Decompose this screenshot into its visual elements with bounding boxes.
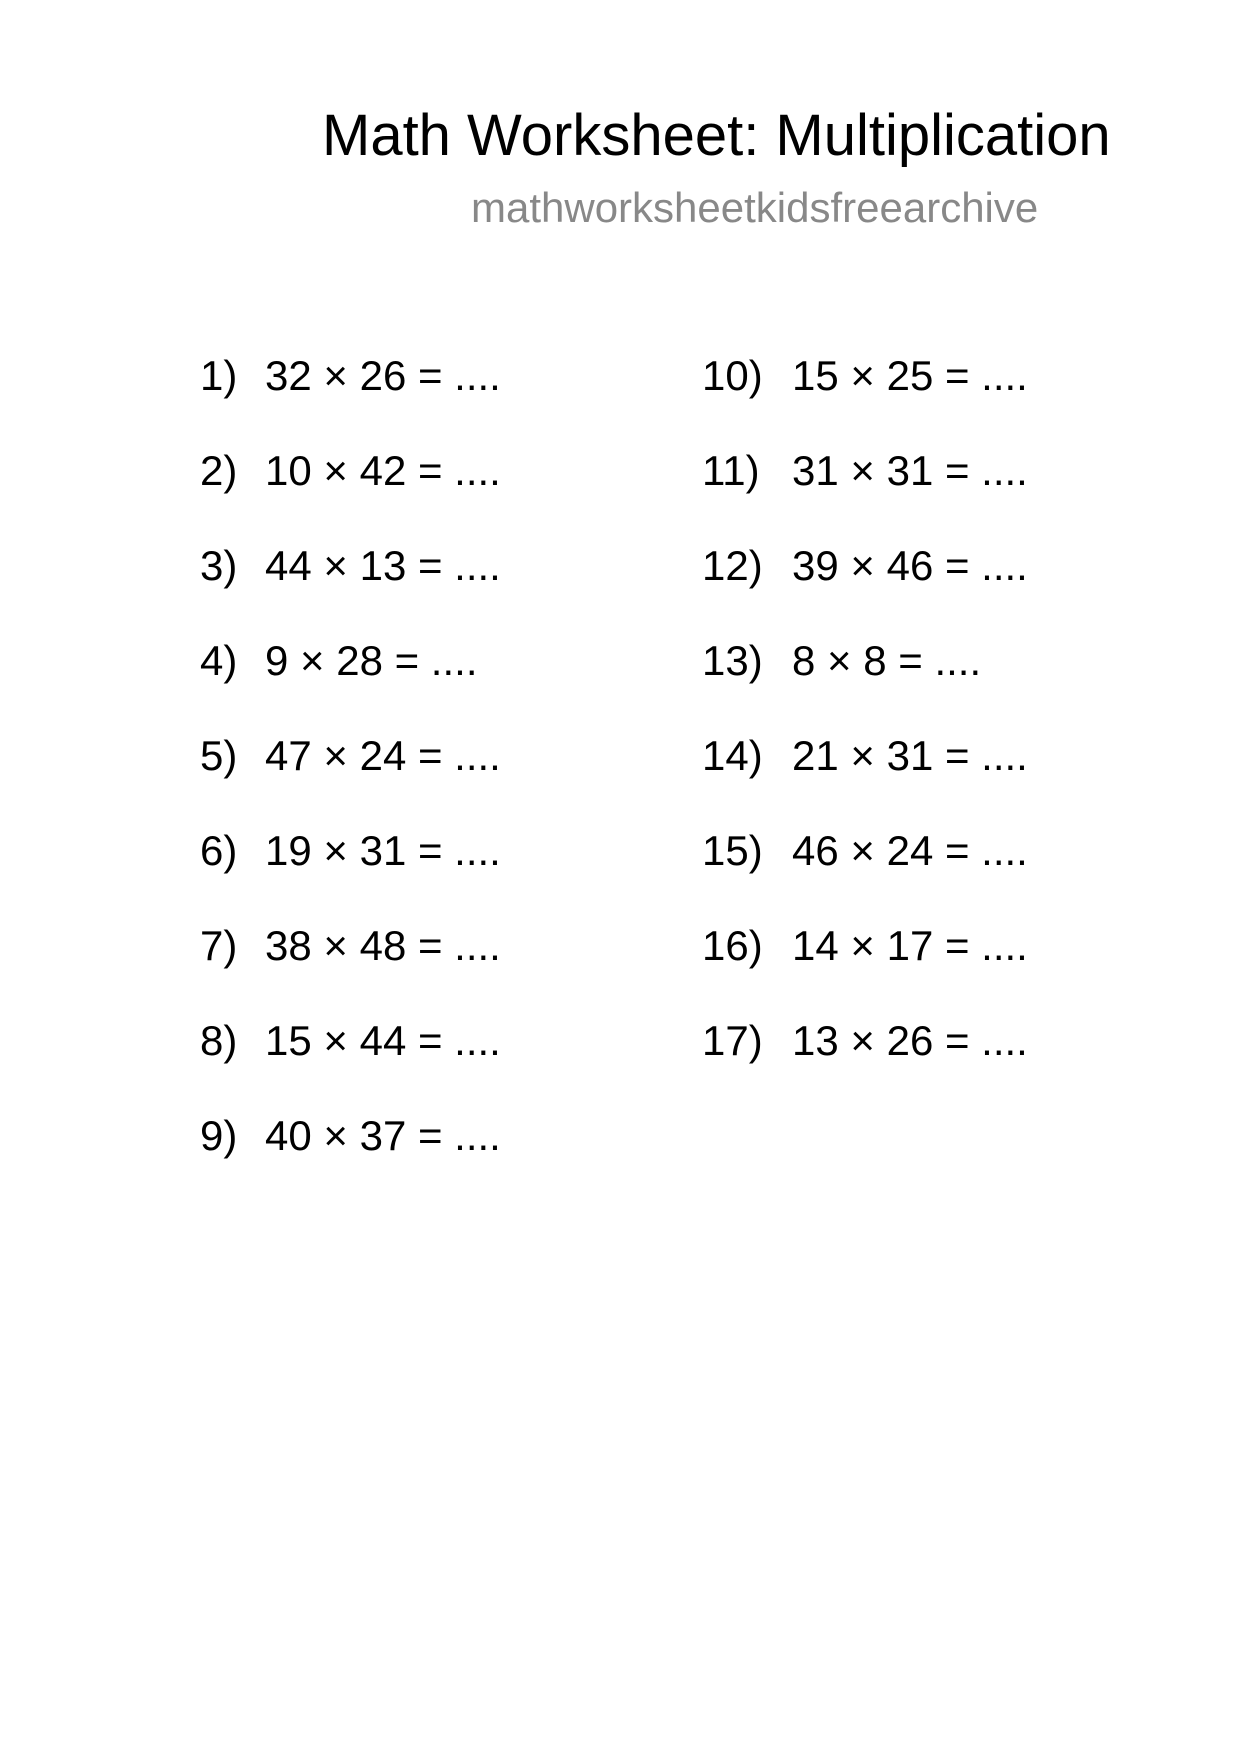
problem-number: 9) [200,1112,238,1159]
problem-column-left [200,345,501,1200]
problem-number: 10) [702,352,763,399]
problem-number: 4) [200,637,238,684]
problem-item [200,725,501,820]
problem-expression: 31 × 31 = .... [792,447,1028,494]
problem-number: 14) [702,732,763,779]
problem-item [702,440,1028,535]
problem-expression: 14 × 17 = .... [792,922,1028,969]
problem-expression: 8 × 8 = .... [792,637,982,684]
problem-expression: 40 × 37 = .... [265,1112,501,1159]
problem-expression: 21 × 31 = .... [792,732,1028,779]
worksheet-subtitle: mathworksheetkidsfreearchive [471,184,1039,231]
problem-number: 17) [702,1017,763,1064]
problem-expression: 46 × 24 = .... [792,827,1028,874]
problem-item [200,820,501,915]
problem-number: 12) [702,542,763,589]
problem-item [200,345,501,440]
problem-expression: 32 × 26 = .... [265,352,501,399]
problem-item [200,535,501,630]
problem-number: 16) [702,922,763,969]
problem-expression: 47 × 24 = .... [265,732,501,779]
problem-expression: 15 × 25 = .... [792,352,1028,399]
problem-item [702,535,1028,630]
problem-expression: 13 × 26 = .... [792,1017,1028,1064]
problem-number: 3) [200,542,238,589]
problem-expression: 39 × 46 = .... [792,542,1028,589]
problem-item [702,915,1028,1010]
problem-item [702,345,1028,440]
problem-item [702,1010,1028,1105]
problem-item [702,630,1028,725]
problem-number: 13) [702,637,763,684]
problem-expression: 44 × 13 = .... [265,542,501,589]
problem-number: 7) [200,922,238,969]
problem-expression: 15 × 44 = .... [265,1017,501,1064]
problem-item [200,915,501,1010]
problem-expression: 9 × 28 = .... [265,637,478,684]
problem-number: 15) [702,827,763,874]
problem-column-right [702,345,1028,1105]
problem-number: 8) [200,1017,238,1064]
problem-item [200,440,501,535]
problem-number: 2) [200,447,238,494]
problem-item [200,630,501,725]
problem-number: 1) [200,352,238,399]
problem-expression: 10 × 42 = .... [265,447,501,494]
problem-expression: 38 × 48 = .... [265,922,501,969]
problem-item [702,820,1028,915]
problem-number: 5) [200,732,238,779]
problem-item [702,725,1028,820]
problem-expression: 19 × 31 = .... [265,827,501,874]
problem-item [200,1105,501,1200]
problem-number: 6) [200,827,238,874]
problem-number: 11) [702,447,760,494]
problem-item [200,1010,501,1105]
worksheet-title: Math Worksheet: Multiplication [322,103,1111,168]
